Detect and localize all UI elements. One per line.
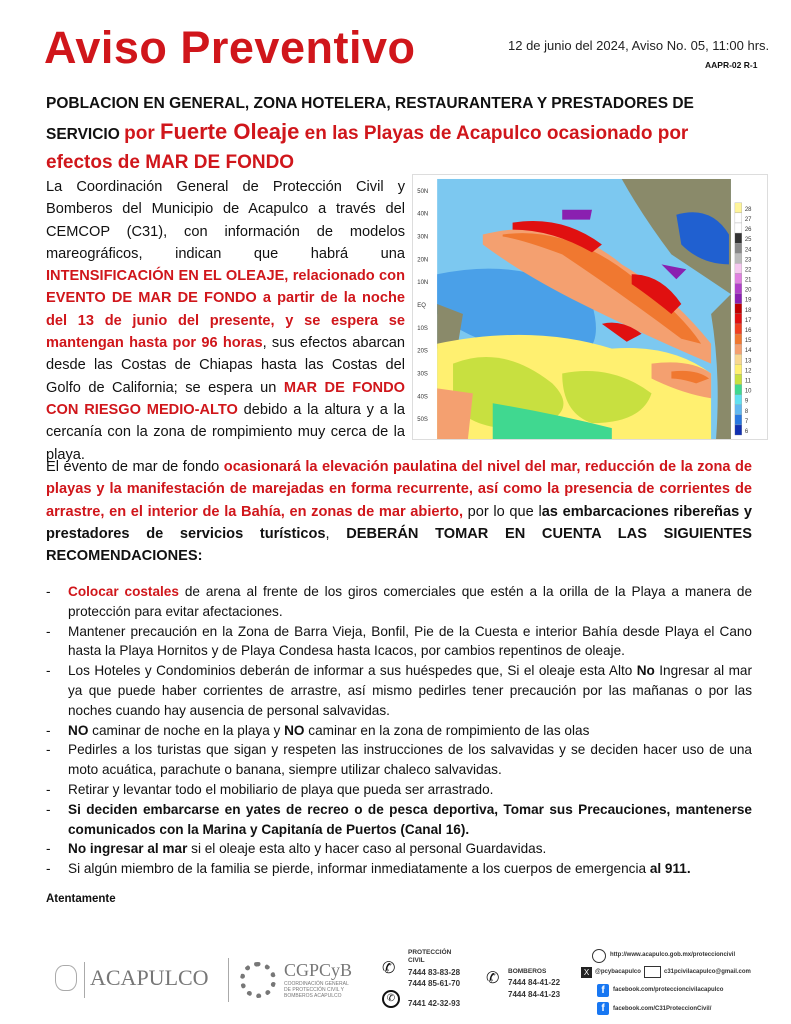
facebook-link[interactable]: facebook.com/C31ProteccionCivil/ bbox=[613, 1006, 712, 1012]
text-run: La Coordinación General de Protección Civil y Bomberos del Municipio de Acapulco a través del CEMCOP (C31), con información de modelos mareográficos, indican que habrá una bbox=[46, 179, 405, 262]
text-run: DEBERÁN TOMAR EN CUENTA LAS SIGUIENTES RECOMENDACIONES: bbox=[46, 525, 753, 565]
legend-swatch bbox=[735, 213, 742, 223]
text-run: debido a la altura y a la cercanía con la zona de rompimiento muy cerca de la playa. bbox=[46, 401, 405, 463]
legend-label: 14 bbox=[744, 348, 752, 355]
legend-label: 6 bbox=[744, 429, 749, 436]
phone-number[interactable]: 7444 84-41-23 bbox=[508, 990, 561, 999]
legend-label: 28 bbox=[744, 206, 752, 213]
legend-swatch bbox=[735, 385, 742, 395]
latitude-label: 20S bbox=[417, 348, 428, 355]
recommendation-item bbox=[46, 721, 752, 741]
text-run: Los Hoteles y Condominios deberán de informar a sus huéspedes que, Si el oleaje esta Alto bbox=[68, 663, 637, 679]
recommendation-item bbox=[46, 859, 752, 879]
text-run: as embarcaciones ribereñas y prestadores de servicios turísticos bbox=[46, 503, 752, 542]
text-run: El evento de mar de fondo bbox=[46, 459, 224, 475]
legend-swatch bbox=[735, 304, 742, 314]
legend-swatch bbox=[735, 253, 742, 263]
legend-label: 24 bbox=[744, 247, 752, 254]
cgpcyb-subtitle: COORDINACIÓN GENERAL DE PROTECCIÓN CIVIL Y BOMBEROS ACAPULCO bbox=[284, 981, 349, 999]
recommendation-item bbox=[46, 800, 752, 840]
recommendation-item bbox=[46, 661, 752, 720]
latitude-label: 30N bbox=[417, 234, 429, 241]
latitude-label: 20N bbox=[417, 257, 429, 264]
legend-label: 19 bbox=[744, 297, 752, 304]
legend-label: 27 bbox=[744, 216, 752, 223]
legend-swatch bbox=[735, 324, 742, 334]
legend-label: 16 bbox=[744, 328, 752, 335]
text-run: caminar de noche en la playa y bbox=[88, 722, 285, 738]
legend-swatch bbox=[735, 273, 742, 283]
acapulco-logo: ACAPULCO bbox=[90, 965, 209, 990]
text-run: de arena al frente de los giros comerciales que estén a la orilla de la Playa a manera de protección para evitar afectaciones. bbox=[68, 584, 752, 619]
date-line: 12 de junio del 2024, Aviso No. 05, 11:00 hrs. bbox=[508, 38, 770, 53]
wave-height-map bbox=[412, 174, 768, 440]
recommendation-item bbox=[46, 740, 752, 780]
proteccion-civil-label: PROTECCIÓN CIVIL bbox=[408, 949, 452, 964]
text-run: Si algún miembro de la familia se pierde, informar inmediatamente a los cuerpos de emergencia bbox=[68, 861, 650, 877]
legend-swatch bbox=[735, 354, 742, 364]
legend-swatch bbox=[735, 284, 742, 294]
recommendation-item bbox=[46, 622, 752, 662]
legend-label: 21 bbox=[744, 277, 752, 284]
text-run: , sus efectos abarcan desde las Costas de Chiapas hasta las Costas del Golfo de California; se espera un bbox=[46, 335, 405, 396]
legend-swatch bbox=[735, 223, 742, 233]
cgpcyb-logo: CGPCyB bbox=[284, 960, 353, 980]
facebook-link[interactable]: facebook.com/proteccioncivilacapulco bbox=[613, 987, 724, 993]
legend-swatch bbox=[735, 243, 742, 253]
text-run: No bbox=[636, 663, 655, 679]
subtitle bbox=[46, 90, 756, 178]
legend-swatch bbox=[735, 405, 742, 415]
whatsapp-icon: ✆ bbox=[382, 990, 400, 1008]
legend-label: 7 bbox=[744, 418, 749, 425]
facebook-icon: f bbox=[597, 1002, 609, 1015]
text-run: ocasionará la elevación paulatina del nivel del mar, reducción de la zona de playas y la manifestación de marejadas en forma recurrente, así como la presencia de corrientes de arrastre, en el interior de la Bahía, en zonas de mar abierto, bbox=[46, 459, 752, 520]
legend-label: 23 bbox=[744, 257, 752, 264]
legend-label: 11 bbox=[744, 378, 751, 385]
globe-icon bbox=[592, 949, 606, 963]
text-run: por lo que l bbox=[463, 503, 542, 520]
phone-icon: ✆ bbox=[486, 970, 500, 987]
legend-swatch bbox=[735, 425, 742, 435]
latitude-label: EQ bbox=[417, 303, 426, 309]
text-run: caminar en la zona de rompimiento de las olas bbox=[304, 722, 590, 738]
legend-swatch bbox=[735, 263, 742, 273]
latitude-label: 40S bbox=[417, 394, 428, 401]
latitude-label: 30S bbox=[417, 371, 428, 378]
divider bbox=[228, 958, 229, 1002]
text-run: Colocar costales bbox=[68, 584, 179, 599]
cgpcyb-emblem bbox=[240, 962, 276, 998]
legend-label: 10 bbox=[744, 388, 752, 395]
phone-number[interactable]: 7444 85-61-70 bbox=[408, 979, 461, 988]
legend-swatch bbox=[735, 364, 742, 374]
legend-swatch bbox=[735, 395, 742, 405]
text-run: si el oleaje esta alto y hacer caso al personal Guardavidas. bbox=[187, 841, 547, 857]
text-run: INTENSIFICACIÓN EN EL OLEAJE, relacionado con EVENTO DE MAR DE FONDO a partir de la noche del 13 de junio del presente, y se espera se mantengan hasta por 96 horas bbox=[46, 268, 405, 352]
latitude-label: 10N bbox=[417, 280, 429, 287]
phone-icon: ✆ bbox=[382, 960, 396, 977]
legend-swatch bbox=[735, 314, 742, 324]
text-run: por bbox=[124, 123, 160, 144]
phone-number[interactable]: 7444 83-83-28 bbox=[408, 968, 461, 977]
intro-paragraph bbox=[46, 176, 405, 466]
x-handle[interactable]: @pcybacapulco bbox=[595, 969, 641, 975]
text-run: en las Playas de Acapulco ocasionado por efectos de MAR DE FONDO bbox=[46, 123, 689, 173]
recommendation-item bbox=[46, 780, 752, 800]
latitude-label: 50S bbox=[417, 417, 428, 424]
text-run: Ingresar al mar ya que puede haber corrientes de arrastre, así mismo pedirles tener precaución por las mañanas o por las noches cuando hay ausencia de personal salvavidas. bbox=[68, 663, 752, 718]
legend-swatch bbox=[735, 334, 742, 344]
x-icon: X bbox=[581, 967, 592, 978]
legend-swatch bbox=[735, 374, 742, 384]
recommendation-item bbox=[46, 582, 752, 622]
text-run: Retirar y levantar todo el mobiliario de playa que pueda ser arrastrado. bbox=[68, 781, 494, 797]
legend-label: 12 bbox=[744, 368, 752, 375]
legend-label: 17 bbox=[744, 317, 752, 324]
text-run: Si deciden embarcarse en yates de recreo o de pesca deportiva, Tomar sus Precauciones, mantenerse comunicados con la Marina y Capitanía de Puertos (Canal 16). bbox=[68, 801, 752, 837]
coat-of-arms-logo bbox=[55, 965, 77, 991]
legend-swatch bbox=[735, 415, 742, 425]
latitude-label: 10S bbox=[417, 325, 428, 332]
legend-label: 8 bbox=[744, 408, 749, 415]
legend-label: 20 bbox=[744, 287, 752, 294]
facebook-icon: f bbox=[597, 984, 609, 997]
text-run: al 911. bbox=[649, 861, 691, 877]
text-run: Pedirles a los turistas que sigan y respeten las instrucciones de los salvavidas y se deciden hacer uso de una moto acuática, parachute o banana, siempre utilizar chaleco salvavidas. bbox=[68, 742, 752, 778]
latitude-label: 50N bbox=[417, 188, 429, 195]
divider bbox=[84, 962, 85, 998]
phone-number[interactable]: 7444 84-41-22 bbox=[508, 978, 561, 987]
text-run: Mantener precaución en la Zona de Barra Vieja, Bonfil, Pie de la Cuesta e interior Bahía desde Playa el Cano hasta la Playa Hornitos y de Playa Condesa hasta Icacos, por cambios repentinos de oleaje. bbox=[68, 623, 752, 659]
legend-label: 22 bbox=[744, 267, 752, 274]
closing: Atentamente bbox=[46, 893, 116, 905]
bomberos-label: BOMBEROS bbox=[508, 968, 547, 975]
recommendations-list bbox=[46, 582, 752, 879]
email-icon bbox=[644, 966, 661, 978]
legend-swatch bbox=[735, 344, 742, 354]
email-link[interactable]: c31pcivilacapulco@gmail.com bbox=[664, 969, 751, 975]
text-run: NO bbox=[284, 722, 305, 738]
legend-label: 13 bbox=[744, 358, 752, 365]
legend-label: 15 bbox=[744, 338, 752, 345]
legend-swatch bbox=[735, 203, 742, 213]
text-run: No ingresar al mar bbox=[68, 841, 188, 857]
whatsapp-number[interactable]: 7441 42-32-93 bbox=[408, 999, 461, 1008]
legend-label: 26 bbox=[744, 227, 752, 234]
legend-label: 18 bbox=[744, 307, 752, 314]
legend-label: 9 bbox=[744, 398, 749, 405]
text-run: MAR DE FONDO CON RIESGO MEDIO-ALTO bbox=[46, 379, 405, 418]
text-run: Fuerte Oleaje bbox=[160, 119, 300, 144]
legend-label: 25 bbox=[744, 237, 752, 244]
latitude-label: 40N bbox=[417, 211, 429, 218]
event-paragraph bbox=[46, 456, 752, 567]
document-code: AAPR-02 R-1 bbox=[705, 60, 758, 70]
legend-swatch bbox=[735, 294, 742, 304]
page-title: Aviso Preventivo bbox=[44, 22, 416, 73]
text-run: POBLACION EN GENERAL, ZONA HOTELERA, RESTAURANTERA Y PRESTADORES DE SERVICIO bbox=[46, 95, 694, 143]
text-run: , bbox=[325, 525, 347, 542]
website-link[interactable]: http://www.acapulco.gob.mx/proteccioncivil bbox=[610, 952, 736, 958]
legend-swatch bbox=[735, 233, 742, 243]
recommendation-item bbox=[46, 839, 752, 859]
text-run: NO bbox=[68, 722, 89, 738]
